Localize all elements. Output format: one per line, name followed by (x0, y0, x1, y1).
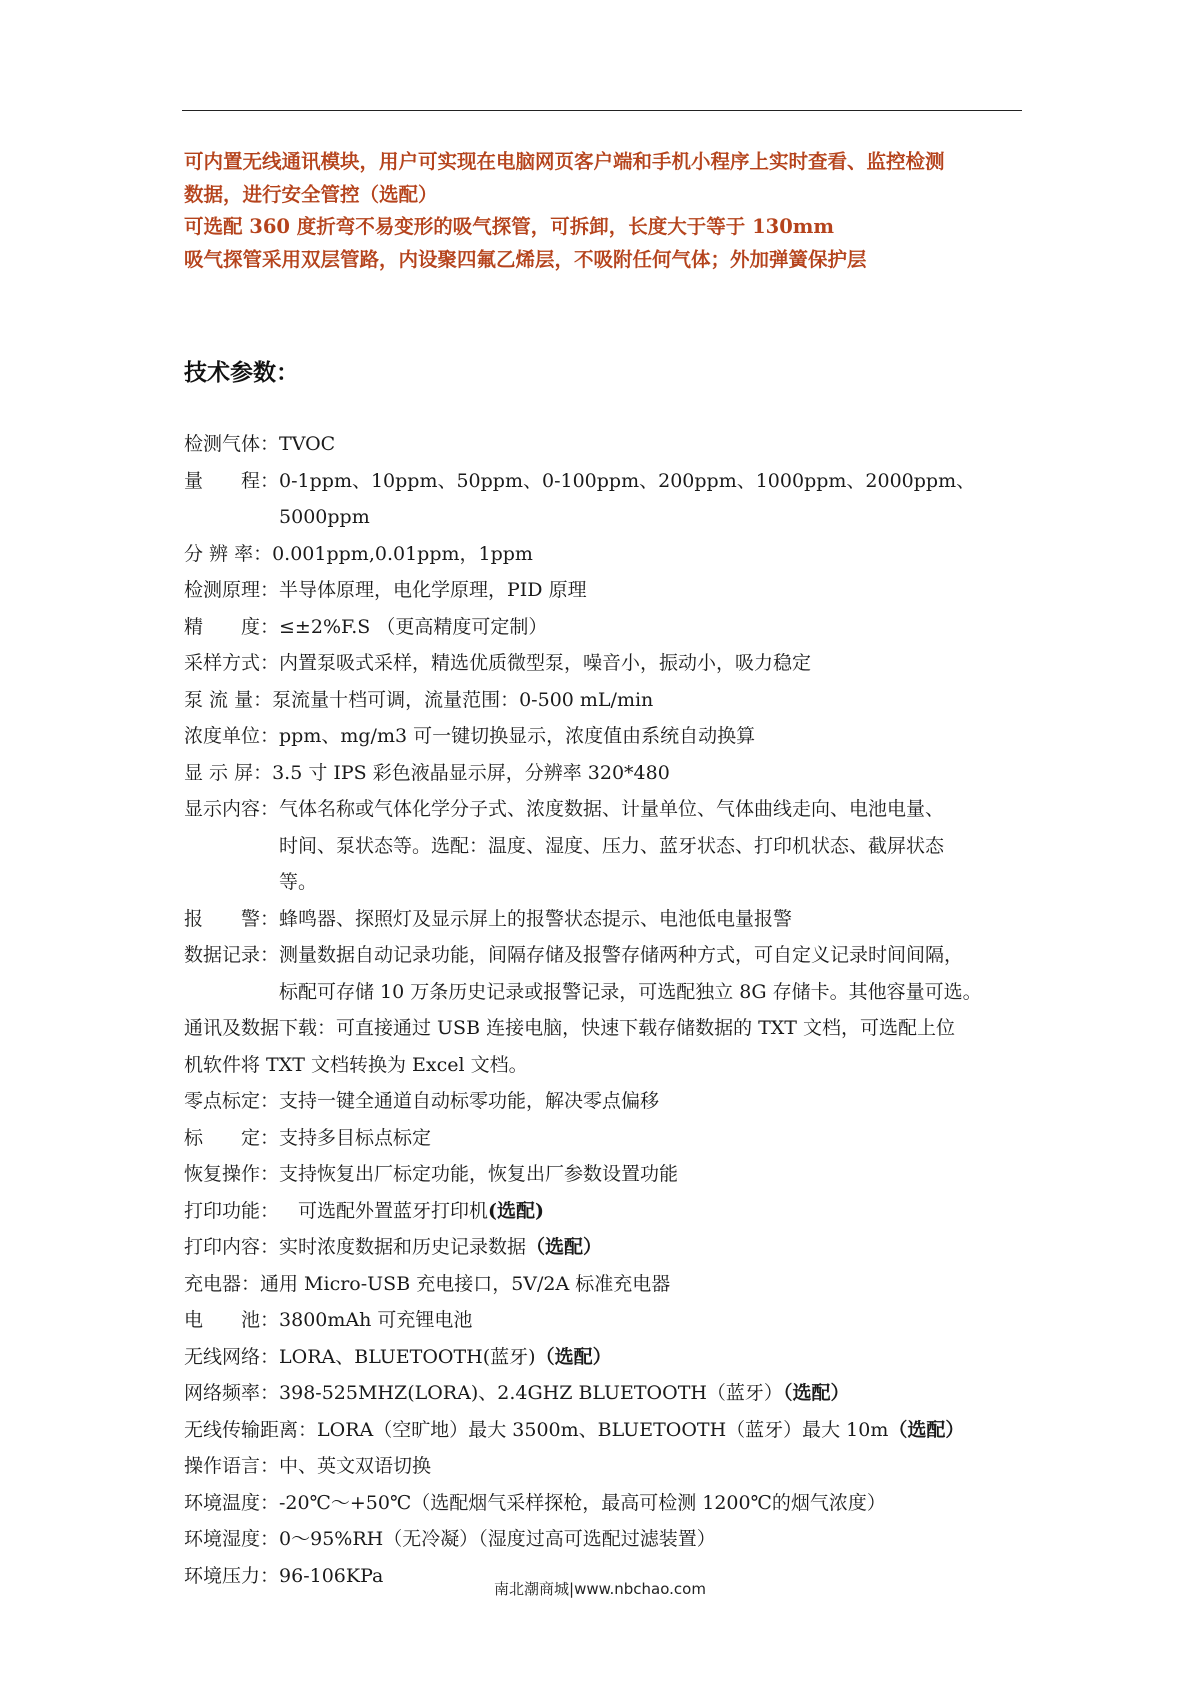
param-row (184, 463, 1034, 536)
param-value: 支持一键全通道自动标零功能，解决零点偏移 (279, 1090, 660, 1112)
param-value: 0～95%RH（无冷凝）（湿度过高可选配过滤装置） (279, 1528, 716, 1550)
param-value (279, 791, 944, 901)
intro-line: 数据，进行安全管控（选配） (184, 182, 438, 206)
param-value-line: 等。 (279, 871, 318, 893)
param-row (184, 1448, 1034, 1485)
param-row (184, 426, 1034, 463)
param-value-line: 标配可存储 10 万条历史记录或报警记录，可选配独立 8G 存储卡。其他容量可选。 (279, 980, 982, 1003)
param-label: 无线网络： (184, 1345, 280, 1368)
param-row (184, 1485, 1034, 1522)
param-row (184, 1375, 1034, 1412)
param-value: 0-1ppm、10ppm、50ppm、0-100ppm、200ppm、1000ppm、2000ppm、5000ppm (279, 469, 976, 528)
param-value: 0.001ppm,0.01ppm，1ppm (272, 542, 533, 565)
param-value (279, 1229, 602, 1266)
param-value (279, 1339, 612, 1376)
param-value: 蜂鸣器、探照灯及显示屏上的报警状态提示、电池低电量报警 (279, 907, 793, 930)
param-label: 浓度单位： (184, 725, 280, 747)
param-value: TVOC (279, 433, 336, 455)
param-value: -20℃～+50℃（选配烟气采样探枪，最高可检测 1200℃的烟气浓度） (279, 1491, 886, 1514)
param-value: ppm、mg/m3 可一键切换显示，浓度值由系统自动换算 (279, 725, 756, 747)
param-row (184, 1266, 1034, 1303)
param-value: 通用 Micro-USB 充电接口，5V/2A 标准充电器 (260, 1272, 671, 1295)
param-value-text: LORA（空旷地）最大 3500m、BLUETOOTH（蓝牙）最大 10m (317, 1418, 889, 1441)
param-label: 环境压力： (184, 1564, 280, 1587)
intro-line: 吸气探管采用双层管路，内设聚四氟乙烯层，不吸附任何气体；外加弹簧保护层 (184, 247, 867, 271)
param-value-text: 可选配外置蓝牙打印机 (279, 1199, 489, 1222)
param-value: 96-106KPa (279, 1564, 384, 1587)
param-value: 3.5 寸 IPS 彩色液晶显示屏，分辨率 320*480 (272, 761, 670, 784)
param-row (184, 1083, 1034, 1120)
param-value (279, 1375, 849, 1412)
page-footer: 南北潮商城|www.nbchao.com (494, 1580, 706, 1598)
param-value-text: LORA、BLUETOOTH(蓝牙) (279, 1345, 536, 1368)
optional-tag: （选配） (526, 1236, 603, 1258)
param-label: 无线传输距离： (184, 1418, 318, 1441)
param-label: 充电器： (184, 1272, 261, 1295)
param-value-text: 实时浓度数据和历史记录数据 (279, 1236, 527, 1258)
param-value: 支持多目标点标定 (279, 1126, 432, 1149)
param-value (279, 937, 982, 1010)
param-label: 环境温度： (184, 1491, 280, 1514)
param-row (184, 1521, 1034, 1558)
header-rule (182, 110, 1022, 111)
param-label: 标 定： (184, 1126, 280, 1149)
param-value (317, 1412, 964, 1449)
param-label: 显示内容： (184, 798, 280, 820)
param-value: 内置泵吸式采样，精选优质微型泵，噪音小，振动小，吸力稳定 (279, 652, 812, 674)
param-row (184, 1412, 1034, 1449)
param-label: 检测原理： (184, 579, 280, 601)
param-value: 中、英文双语切换 (279, 1455, 432, 1477)
param-row (184, 536, 1034, 573)
optional-tag: （选配） (535, 1345, 612, 1368)
param-value-line: 气体名称或气体化学分子式、浓度数据、计量单位、气体曲线走向、电池电量、 (279, 798, 945, 820)
optional-tag: （选配） (782, 1382, 850, 1404)
param-row (184, 609, 1034, 646)
param-value (279, 1193, 544, 1230)
param-row (184, 682, 1034, 719)
param-row (184, 1339, 1034, 1376)
param-label: 显 示 屏： (184, 761, 273, 784)
comm-download-line: 机软件将 TXT 文档转换为 Excel 文档。 (184, 1053, 528, 1076)
param-row-display-content (184, 791, 1034, 901)
param-label: 采样方式： (184, 652, 280, 674)
param-label: 恢复操作： (184, 1163, 280, 1185)
param-row (184, 1302, 1034, 1339)
param-row (184, 1193, 1034, 1230)
param-value: 泵流量十档可调，流量范围：0-500 mL/min (272, 688, 654, 711)
param-label: 网络频率： (184, 1382, 280, 1404)
param-label: 检测气体： (184, 433, 280, 455)
param-label: 打印功能： (184, 1199, 280, 1222)
param-label: 零点标定： (184, 1090, 280, 1112)
param-row (184, 645, 1034, 682)
param-label: 打印内容： (184, 1236, 280, 1258)
intro-line: 可选配 360 度折弯不易变形的吸气探管，可拆卸，长度大于等于 130mm (184, 215, 835, 238)
param-value-text: 398-525MHZ(LORA)、2.4GHZ BLUETOOTH（蓝牙） (279, 1382, 783, 1404)
param-row (184, 1156, 1034, 1193)
intro-highlight-block (184, 146, 1024, 276)
param-label: 电 池： (184, 1309, 280, 1331)
optional-tag: （选配） (888, 1418, 965, 1441)
tech-params-list (184, 426, 1034, 1594)
comm-download-line: 通讯及数据下载：可直接通过 USB 连接电脑，快速下载存储数据的 TXT 文档，可选配上位 (184, 1017, 956, 1039)
param-row-alarm (184, 901, 1034, 938)
param-row (184, 572, 1034, 609)
param-value: 半导体原理，电化学原理，PID 原理 (279, 579, 587, 601)
param-row (184, 755, 1034, 792)
param-label: 报 警： (184, 907, 280, 930)
param-row-data-record (184, 937, 1034, 1010)
param-label: 操作语言： (184, 1455, 280, 1477)
param-label: 环境湿度： (184, 1528, 280, 1550)
param-label: 量 程： (184, 469, 280, 492)
param-label: 精 度： (184, 615, 280, 638)
param-label: 数据记录： (184, 944, 280, 966)
param-row (184, 1120, 1034, 1157)
param-label: 分 辨 率： (184, 542, 273, 565)
param-label: 泵 流 量： (184, 688, 273, 711)
param-value-line: 测量数据自动记录功能，间隔存储及报警存储两种方式，可自定义记录时间间隔， (279, 944, 964, 966)
intro-line: 可内置无线通讯模块，用户可实现在电脑网页客户端和手机小程序上实时查看、监控检测 (184, 150, 945, 173)
param-value: 3800mAh 可充锂电池 (279, 1309, 473, 1331)
optional-tag: (选配) (488, 1199, 545, 1222)
param-row (184, 1229, 1034, 1266)
param-value: ≤±2%F.S （更高精度可定制） (279, 615, 548, 638)
param-value: 支持恢复出厂标定功能，恢复出厂参数设置功能 (279, 1163, 679, 1185)
param-row (184, 718, 1034, 755)
param-value-line: 时间、泵状态等。选配：温度、湿度、压力、蓝牙状态、打印机状态、截屏状态 (279, 834, 945, 857)
section-title: 技术参数： (184, 359, 299, 386)
